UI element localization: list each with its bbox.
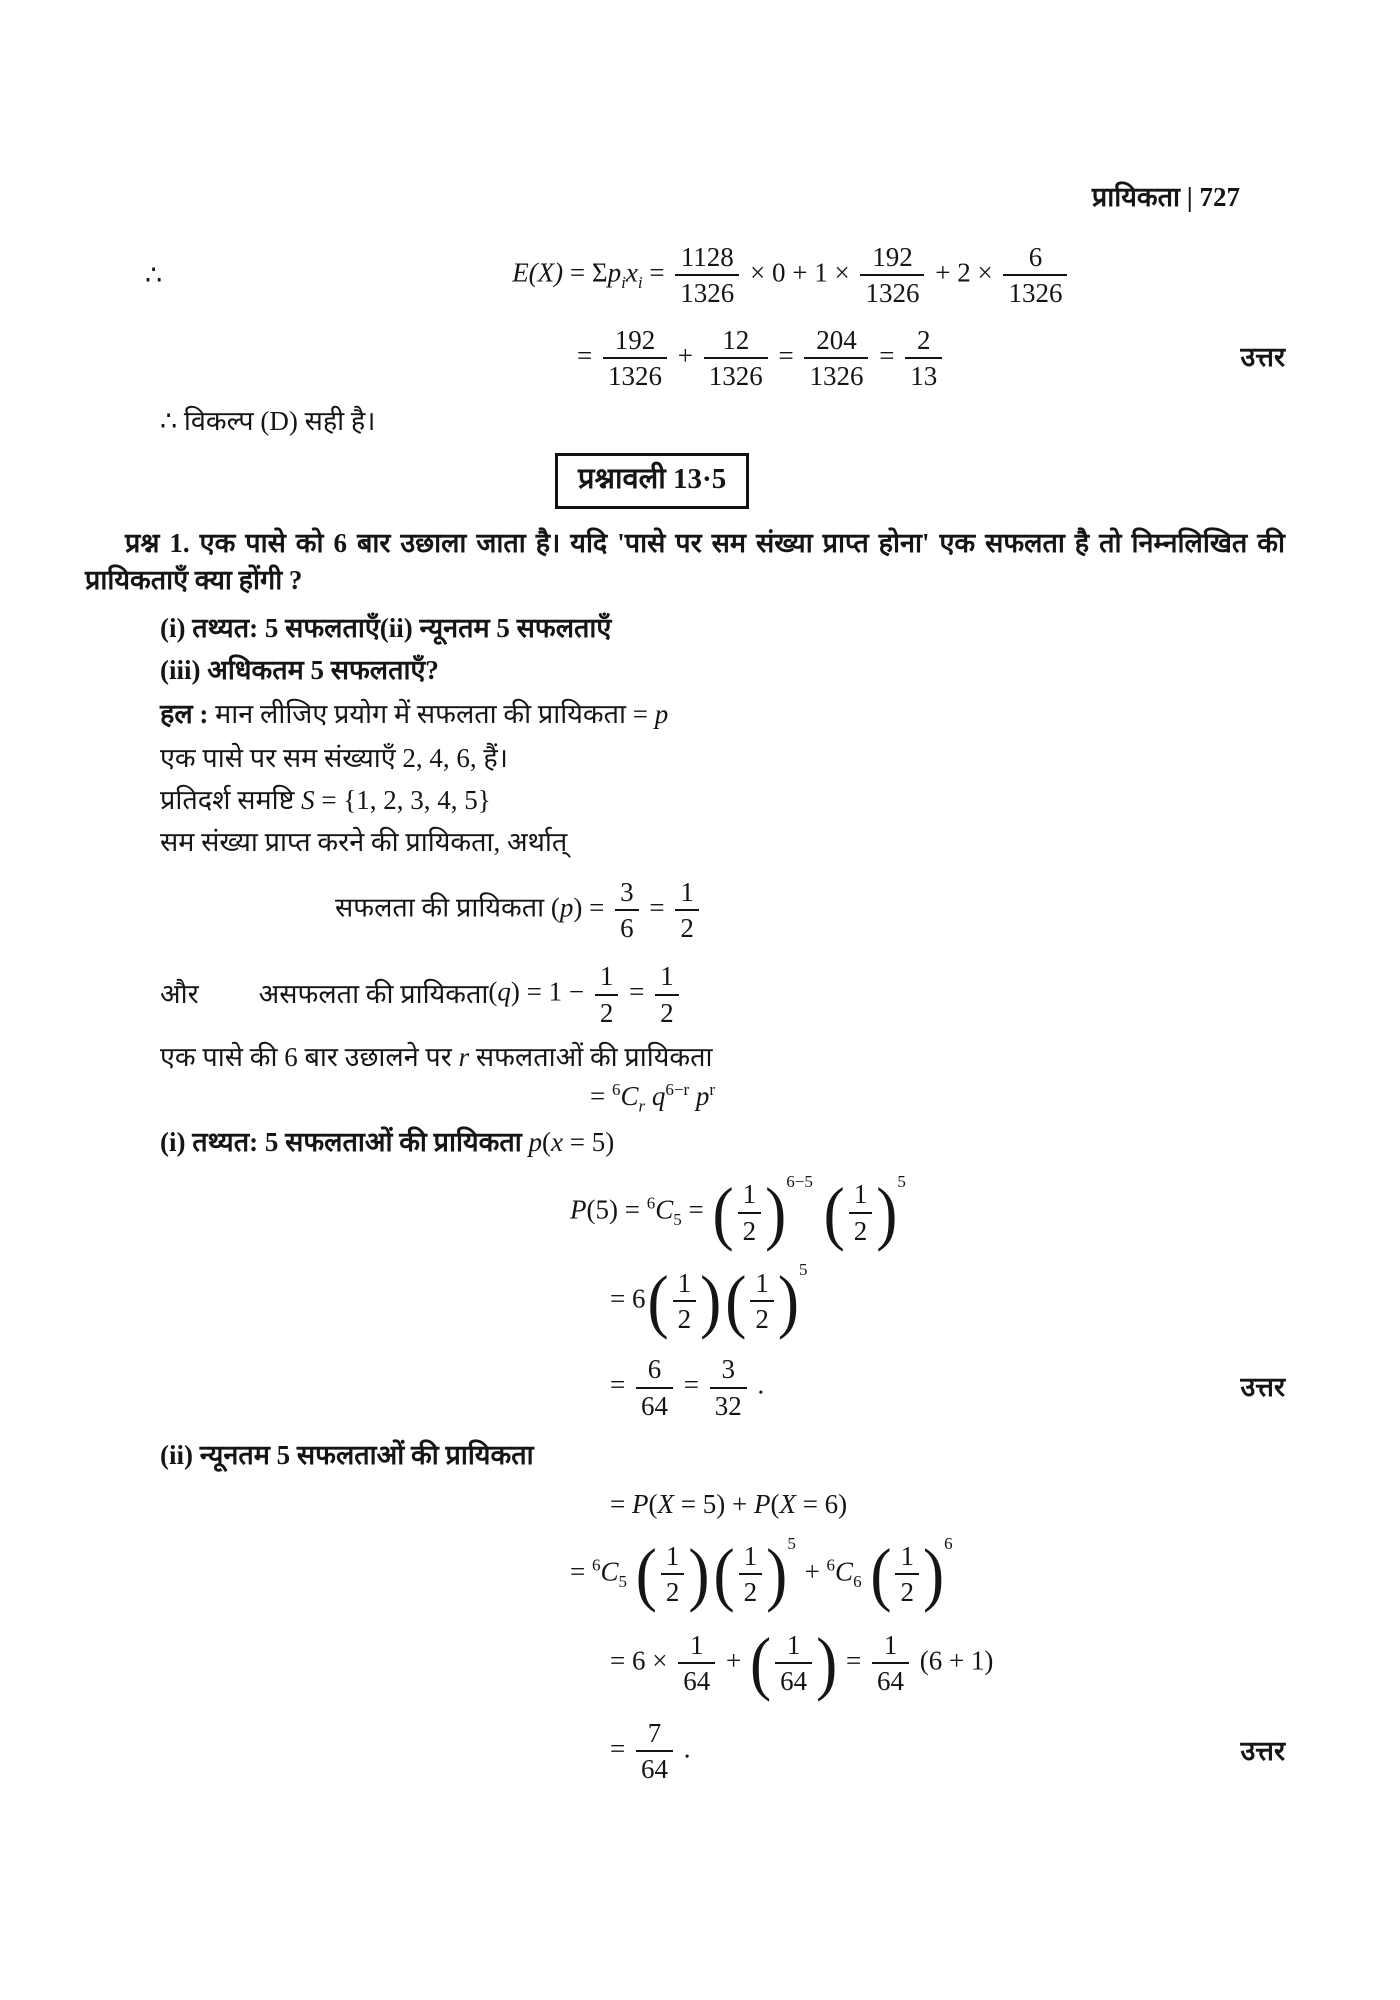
variable-s: S	[301, 784, 315, 815]
eq-result-ii: = $\frac{7}{64}$ .	[610, 1718, 691, 1785]
combined-formula-line	[610, 1622, 1285, 1702]
eq-expectation-line2: = $\frac{192}{1326}$ + $\frac{12}{1326}$ = $\frac{204}{1326}$ = $\frac{2}{13}$	[577, 324, 946, 392]
solution-assume-text: मान लीजिए प्रयोग में सफलता की प्रायिकता =	[208, 698, 655, 729]
eq-result-i: = $\frac{6}{64}$ = $\frac{3}{32}$ .	[610, 1354, 765, 1421]
even-numbers-line: एक पासे पर सम संख्याएँ 2, 4, 6, हैं।	[160, 742, 508, 773]
and-label: और	[160, 979, 199, 1010]
eq-p5: $P(5) = ^6C_5$ = ( $\frac{1}{2}$ )$^{6-5}$ ( $\frac{1}{2}$ )$^5$	[570, 1171, 906, 1252]
solution-intro-line	[85, 697, 1285, 732]
eq-p-x-5: p(x = 5)	[528, 1127, 615, 1158]
eq-sum-px: = P(X = 5) + P(X = 6)	[610, 1488, 848, 1519]
six-tosses-text-2: सफलताओं की प्रायिकता	[469, 1041, 713, 1072]
variable-r: r	[458, 1041, 470, 1072]
solution-label: हल :	[160, 698, 209, 729]
part-i-line	[85, 1125, 1285, 1160]
eq-binomial: = $^6C_r$ $q^{6-r}$ $p^r$	[590, 1079, 716, 1116]
question-item-iii: (iii) अधिकतम 5 सफलताएँ?	[160, 655, 439, 686]
failure-probability-row	[85, 960, 1285, 1028]
sample-space-text: प्रतिदर्श समष्टि	[160, 784, 302, 815]
p5-simplified-line	[610, 1260, 1285, 1341]
answer-label-top: उत्तर	[1240, 342, 1285, 373]
eq-success-p: (p) = $\frac{3}{6}$ = $\frac{1}{2}$	[551, 876, 703, 944]
expectation-row-1	[85, 241, 1285, 309]
question-paragraph: प्रश्न 1. एक पासे को 6 बार उछाला जाता है। यदि 'पासे पर सम संख्या प्राप्त होना' एक सफलता है तो निम्नलिखित की प्रायिकताएँ क्या होंगी ?	[85, 527, 1285, 596]
eq-combined: = 6 × $\frac{1}{64}$ + ( $\frac{1}{64}$ ) = $\frac{1}{64}$ (6 + 1)	[610, 1622, 994, 1702]
result-i-row	[85, 1353, 1285, 1421]
part-i-label: (i) तथ्यत: 5 सफलताओं की प्रायिकता	[160, 1127, 529, 1158]
therefore-symbol: ∴	[145, 259, 163, 290]
eq-c5-c6: = $^6C_5$ ( $\frac{1}{2}$ )( $\frac{1}{2}$ )$^5 + ^6C_6$ ( $\frac{1}{2}$ )$^6$	[570, 1533, 953, 1614]
question-items-i-ii: (i) तथ्यत: 5 सफलताएँ(ii) न्यूनतम 5 सफलताएँ	[160, 613, 612, 644]
binomial-formula-line	[590, 1079, 1285, 1117]
conclusion-line: ∴ विकल्प (D) सही है।	[160, 406, 376, 437]
eq-failure-q: (q) = 1 − $\frac{1}{2}$ = $\frac{1}{2}$	[488, 960, 682, 1028]
part-ii-line: (ii) न्यूनतम 5 सफलताओं की प्रायिकता	[160, 1439, 534, 1470]
eq-p5-simplified: = 6( $\frac{1}{2}$ )( $\frac{1}{2}$ )$^5$	[610, 1260, 808, 1341]
answer-label-i: उत्तर	[1240, 1372, 1285, 1403]
exercise-title-box: प्रश्नावली 13·5	[555, 453, 749, 509]
sample-space-set: = {1, 2, 3, 4, 5}	[314, 784, 491, 815]
sum-probability-line	[610, 1487, 1285, 1522]
exercise-box-wrap	[555, 453, 1285, 509]
variable-p: p	[654, 698, 669, 729]
expectation-row-2	[85, 324, 1285, 392]
sample-space-line	[85, 783, 1285, 818]
six-tosses-text: एक पासे की 6 बार उछालने पर	[160, 1041, 459, 1072]
p5-formula-line	[570, 1171, 1285, 1252]
c5-c6-formula-line	[570, 1533, 1285, 1614]
success-probability-line	[335, 876, 1285, 944]
result-ii-row	[85, 1717, 1285, 1785]
page-header: प्रायिकता | 727	[1091, 182, 1240, 212]
answer-label-ii: उत्तर	[1240, 1735, 1285, 1766]
probability-meaning-line: सम संख्या प्राप्त करने की प्रायिकता, अर्थात्	[160, 826, 568, 857]
failure-label: असफलता की प्रायिकता	[258, 979, 489, 1010]
six-tosses-line	[85, 1040, 1285, 1075]
success-label: सफलता की प्रायिकता	[335, 892, 551, 923]
eq-expectation-line1: $E(X) = \Sigma p_ix_i$ = $\frac{1128}{1326}$ × 0 + 1 × $\frac{192}{1326}$ + 2 × $\frac{6}{1326}$	[512, 241, 1071, 309]
